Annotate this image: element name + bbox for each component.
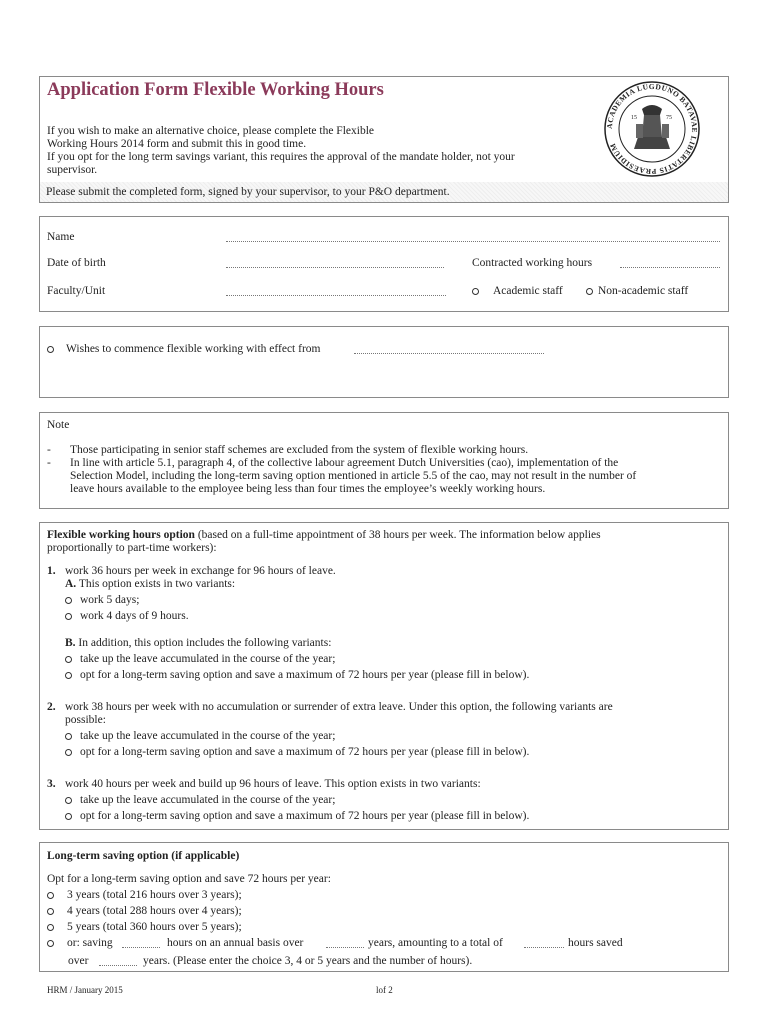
options-heading-bold: Flexible working hours option (47, 529, 195, 541)
option-1-text: work 36 hours per week in exchange for 96 hours of leave. (65, 565, 336, 577)
saving-hours-annual: hours on an annual basis over (167, 937, 304, 949)
option-1a-variant-2[interactable]: work 4 days of 9 hours. (65, 610, 189, 622)
name-label: Name (47, 231, 75, 243)
saving-3-years[interactable]: 3 years (total 216 hours over 3 years); (47, 889, 242, 901)
option-1b-variant-1[interactable]: take up the leave accumulated in the course of the year; (65, 653, 335, 665)
radio[interactable] (65, 813, 72, 820)
note-dash: - (47, 457, 51, 469)
academic-staff-option[interactable] (472, 285, 563, 297)
saving-years-note: years. (Please enter the choice 3, 4 or 5 years and the number of hours). (143, 955, 473, 967)
commence-label: Wishes to commence flexible working with effect from (66, 343, 321, 355)
option-2-variant-2[interactable]: opt for a long-term saving option and save a maximum of 72 hours per year (please fill in below). (65, 746, 529, 758)
option-1b-variant-2[interactable]: opt for a long-term saving option and save a maximum of 72 hours per year (please fill in below). (65, 669, 529, 681)
saving-hours-saved: hours saved (568, 937, 623, 949)
commence-box (39, 326, 729, 398)
dob-label: Date of birth (47, 257, 106, 269)
note-bullet-1: Those participating in senior staff schemes are excluded from the system of flexible working hours. (70, 444, 529, 456)
saving-5-years[interactable]: 5 years (total 360 hours over 5 years); (47, 921, 242, 933)
dob-field[interactable] (226, 267, 444, 268)
saving-years-field[interactable] (326, 947, 364, 948)
options-heading-line2: proportionally to part-time workers): (47, 542, 217, 554)
option-1a-variant-1[interactable]: work 5 days; (65, 594, 139, 606)
options-heading (47, 529, 601, 541)
commence-option[interactable] (47, 343, 320, 355)
saving-over-years-field[interactable] (99, 965, 137, 966)
radio[interactable] (65, 656, 72, 663)
radio[interactable] (65, 672, 72, 679)
options-heading-rest: (based on a full-time appointment of 38 hours per week. The information below applies (194, 529, 601, 541)
faculty-field[interactable] (226, 295, 446, 296)
note-heading: Note (47, 419, 70, 431)
option-1a-heading: A. This option exists in two variants: (65, 578, 236, 590)
radio[interactable] (65, 797, 72, 804)
option-3-variant-1[interactable]: take up the leave accumulated in the course of the year; (65, 794, 335, 806)
submit-note-bar (40, 182, 728, 202)
form-title: Application Form Flexible Working Hours (47, 80, 384, 100)
option-2-line-1: work 38 hours per week with no accumulation or surrender of extra leave. Under this option, the following variants are (65, 701, 613, 713)
submit-note: Please submit the completed form, signed by your supervisor, to your P&O department. (46, 186, 450, 198)
non-academic-radio[interactable] (586, 288, 593, 295)
university-seal-logo (598, 79, 706, 179)
radio[interactable] (47, 924, 54, 931)
radio[interactable] (47, 940, 54, 947)
note-bullet-2-line: Selection Model, including the long-term saving option mentioned in article 5.5 of the cao, may not result in the number of (70, 470, 637, 482)
seal-year-left: 15 (631, 115, 637, 121)
seal-text: ACADEMIA LUGDUNO BATAVAE LIBERTATIS PRAESIDIUM (604, 81, 700, 177)
saving-custom-option[interactable]: or: saving (47, 937, 113, 949)
option-3-text: work 40 hours per week and build up 96 hours of leave. This option exists in two variants: (65, 778, 481, 790)
option-1-number: 1. (47, 565, 56, 577)
academic-label: Academic staff (493, 285, 563, 297)
option-3-number: 3. (47, 778, 56, 790)
option-1b-heading: B. In addition, this option includes the following variants: (65, 637, 332, 649)
commence-date-field[interactable] (354, 353, 544, 354)
radio[interactable] (65, 733, 72, 740)
saving-hours-field[interactable] (122, 947, 160, 948)
radio[interactable] (47, 908, 54, 915)
non-academic-staff-option[interactable] (586, 285, 688, 297)
saving-heading: Long-term saving option (if applicable) (47, 850, 240, 862)
saving-years-amounting: years, amounting to a total of (368, 937, 503, 949)
option-3-variant-2[interactable]: opt for a long-term saving option and save a maximum of 72 hours per year (please fill in below). (65, 810, 529, 822)
faculty-label: Faculty/Unit (47, 285, 106, 297)
non-academic-label: Non-academic staff (598, 285, 689, 297)
contracted-hours-field[interactable] (620, 267, 720, 268)
radio[interactable] (65, 613, 72, 620)
name-field[interactable] (226, 241, 720, 242)
footer-left: HRM / January 2015 (47, 985, 123, 995)
intro-text (47, 125, 607, 177)
commence-radio[interactable] (47, 346, 54, 353)
radio[interactable] (47, 892, 54, 899)
radio[interactable] (65, 597, 72, 604)
contracted-hours-label: Contracted working hours (472, 257, 593, 269)
saving-over: over (68, 955, 89, 967)
academic-radio[interactable] (472, 288, 479, 295)
option-2-line-2: possible: (65, 714, 106, 726)
personal-details-box (39, 216, 729, 312)
option-2-number: 2. (47, 701, 56, 713)
intro-line: If you wish to make an alternative choice, please complete the Flexible (47, 125, 374, 137)
note-dash: - (47, 444, 51, 456)
saving-total-field[interactable] (524, 947, 564, 948)
seal-year-right: 75 (666, 115, 672, 121)
intro-line: Working Hours 2014 form and submit this in good time. (47, 138, 307, 150)
intro-line: supervisor. (47, 164, 98, 176)
option-2-variant-1[interactable]: take up the leave accumulated in the course of the year; (65, 730, 335, 742)
note-bullet-2-line: leave hours available to the employee being less than four times the employee’s weekly working hours. (70, 483, 546, 495)
radio[interactable] (65, 749, 72, 756)
intro-line: If you opt for the long term savings variant, this requires the approval of the mandate holder, not your (47, 151, 515, 163)
saving-4-years[interactable]: 4 years (total 288 hours over 4 years); (47, 905, 242, 917)
note-bullet-2-line: In line with article 5.1, paragraph 4, of the collective labour agreement Dutch Universities (cao), implementation of the (70, 457, 619, 469)
saving-intro: Opt for a long-term saving option and save 72 hours per year: (47, 873, 331, 885)
page-number: lof 2 (376, 985, 393, 995)
